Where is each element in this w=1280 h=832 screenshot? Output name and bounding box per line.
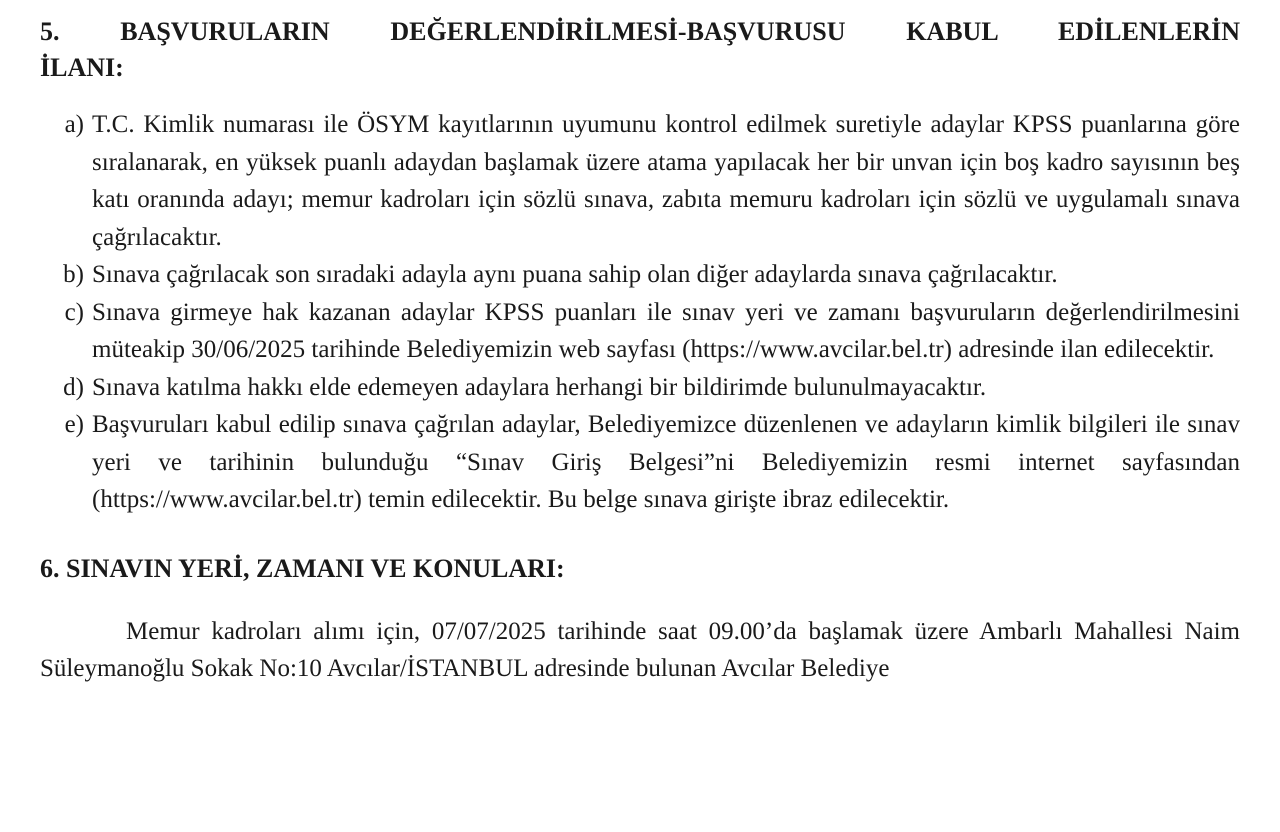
list-item-text: Sınava çağrılacak son sıradaki adayla aynı puana sahip olan diğer adaylarda sınava çağrılacaktır. [92, 261, 1058, 288]
list-item-a [64, 106, 1240, 256]
list-item-d [63, 369, 1240, 407]
section-5-title-line1: BAŞVURULARIN DEĞERLENDİRİLMESİ-BAŞVURUSU KABUL EDİLENLERİN [120, 17, 1241, 46]
section-5-title-line2: İLANI: [40, 53, 124, 82]
section-5-heading-line1 [40, 14, 1240, 50]
list-item-text: Sınava girmeye hak kazanan adaylar KPSS puanları ile sınav yeri ve zamanı başvuruların değerlendirilmesini müteakip 30/06/2025 tarihinde Belediyemizin web sayfası (https://www.avcilar.bel.tr) adresinde ilan edilecektir. [92, 298, 1240, 363]
list-item-b [63, 256, 1240, 294]
list-marker: d) [63, 373, 84, 401]
section-6-heading: 6. SINAVIN YERİ, ZAMANI VE KONULARI: [40, 553, 565, 583]
section-5-heading [40, 14, 1240, 86]
list-item-c [64, 294, 1240, 369]
list-item-e [64, 406, 1240, 519]
list-item-text: Sınava katılma hakkı elde edemeyen adaylara herhangi bir bildirimde bulunulmayacaktır. [92, 373, 987, 401]
list-marker: c) [64, 298, 84, 326]
list-marker: a) [64, 111, 84, 138]
list-marker: b) [63, 261, 84, 288]
list-item-text: Başvuruları kabul edilip sınava çağrılan adaylar, Belediyemizce düzenlenen ve adayların kimlik bilgileri ile sınav yeri ve tarihinin bulunduğu “Sınav Giriş Belgesi”ni Belediyemizin resmi internet sayfasından (https://www.avcilar.bel.tr) temin edilecektir. Bu belge sınava girişte ibraz edilecektir. [92, 411, 1240, 513]
section-5-number: 5. [40, 17, 60, 46]
list-marker: e) [64, 411, 84, 438]
section-6-paragraph: Memur kadroları alımı için, 07/07/2025 tarihinde saat 09.00’da başlamak üzere Ambarlı Mahallesi Naim Süleymanoğlu Sokak No:10 Avcılar/İSTANBUL adresinde bulunan Avcılar Belediye [40, 617, 1240, 682]
list-item-text: T.C. Kimlik numarası ile ÖSYM kayıtlarının uyumunu kontrol edilmek suretiyle adaylar KPSS puanlarına göre sıralanarak, en yüksek puanlı adaydan başlamak üzere atama yapılacak her bir unvan için boş kadro sayısının beş katı oranında adayı; memur kadroları için sözlü sınava, zabıta memuru kadroları için sözlü ve uygulamalı sınava çağrılacaktır. [92, 111, 1240, 251]
section-5-list [40, 106, 1240, 519]
